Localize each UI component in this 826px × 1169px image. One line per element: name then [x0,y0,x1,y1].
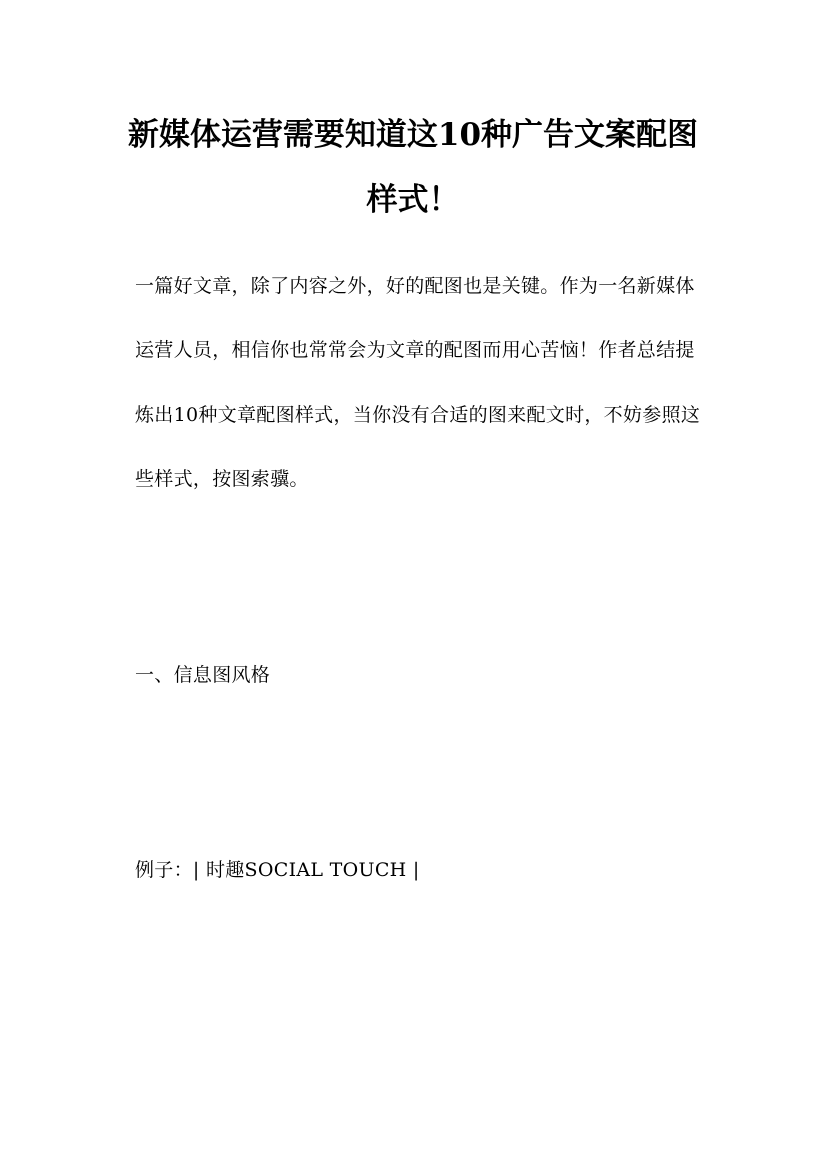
section-heading: 一、信息图风格 [135,664,271,686]
intro-paragraph-line: 些样式，按图索骥。 [135,468,309,490]
document-title-line-2: 样式！ [366,182,460,218]
document-title-line-1: 新媒体运营需要知道这10种广告文案配图 [127,117,699,153]
intro-paragraph-line: 运营人员，相信你也常常会为文章的配图而用心苦恼！作者总结提 [135,339,695,361]
intro-paragraph-line: 一篇好文章，除了内容之外，好的配图也是关键。作为一名新媒体 [135,275,695,297]
example-text: 例子：| 时趣SOCIAL TOUCH | [135,859,420,881]
intro-paragraph-line: 炼出10种文章配图样式，当你没有合适的图来配文时，不妨参照这 [135,404,701,426]
